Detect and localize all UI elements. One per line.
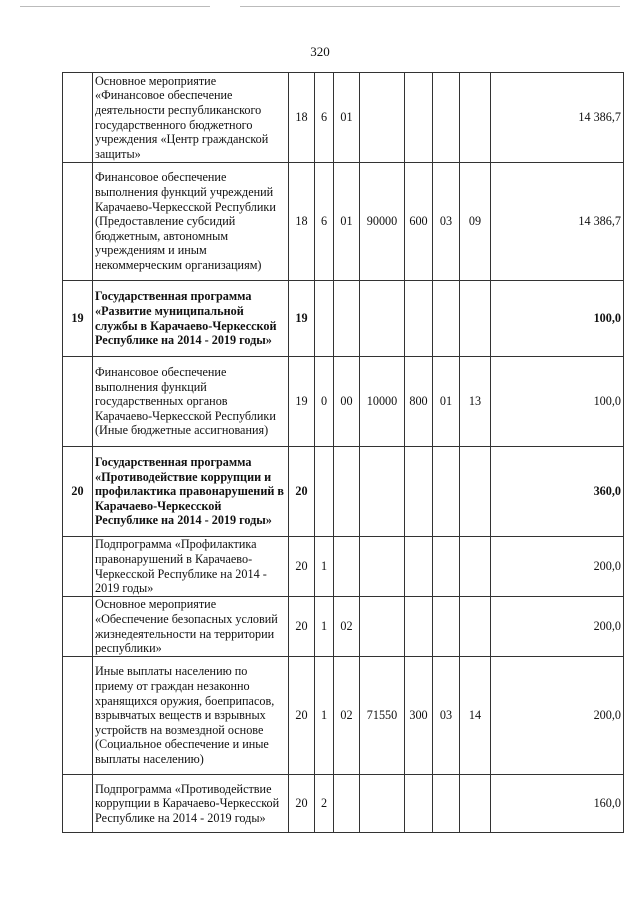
program-code: 20 <box>289 597 315 657</box>
row-number <box>63 657 93 775</box>
activity-code <box>334 281 360 357</box>
expense-type-code: 300 <box>405 657 433 775</box>
program-code: 18 <box>289 73 315 163</box>
scan-artifact-line <box>20 6 210 7</box>
row-description: Государственная программа «Развитие муниципальной службы в Карачаево-Черкесской Республике на 2014 - 2019 годы» <box>93 281 289 357</box>
program-code: 20 <box>289 775 315 833</box>
row-number <box>63 537 93 597</box>
section-code: 01 <box>433 357 460 447</box>
subsection-code <box>460 537 491 597</box>
subsection-code <box>460 73 491 163</box>
direction-code <box>360 775 405 833</box>
activity-code: 02 <box>334 657 360 775</box>
row-description: Финансовое обеспечение выполнения функций государственных органов Карачаево-Черкесской Республики (Иные бюджетные ассигнования) <box>93 357 289 447</box>
program-code: 20 <box>289 657 315 775</box>
subprogram-code: 6 <box>315 163 334 281</box>
amount: 200,0 <box>491 657 624 775</box>
subsection-code <box>460 775 491 833</box>
expense-type-code: 600 <box>405 163 433 281</box>
row-number <box>63 597 93 657</box>
direction-code <box>360 597 405 657</box>
direction-code: 71550 <box>360 657 405 775</box>
program-code: 20 <box>289 537 315 597</box>
budget-table <box>62 72 624 833</box>
section-code <box>433 447 460 537</box>
page-number: 320 <box>310 44 330 59</box>
subsection-code <box>460 447 491 537</box>
subsection-code <box>460 281 491 357</box>
amount: 100,0 <box>491 281 624 357</box>
amount: 14 386,7 <box>491 73 624 163</box>
row-description: Основное мероприятие «Обеспечение безопасных условий жизнедеятельности на территории республики» <box>93 597 289 657</box>
amount: 360,0 <box>491 447 624 537</box>
table-row <box>63 775 624 833</box>
section-code <box>433 597 460 657</box>
scan-artifact-line <box>240 6 620 7</box>
activity-code: 01 <box>334 163 360 281</box>
program-code: 18 <box>289 163 315 281</box>
subprogram-code: 2 <box>315 775 334 833</box>
subsection-code <box>460 597 491 657</box>
activity-code: 00 <box>334 357 360 447</box>
table-row <box>63 597 624 657</box>
row-description: Основное мероприятие «Финансовое обеспечение деятельности республиканского государственного бюджетного учреждения «Центр гражданской защиты» <box>93 73 289 163</box>
section-code <box>433 73 460 163</box>
direction-code <box>360 447 405 537</box>
row-number <box>63 163 93 281</box>
program-code: 19 <box>289 281 315 357</box>
subprogram-code: 1 <box>315 537 334 597</box>
expense-type-code <box>405 281 433 357</box>
subprogram-code: 1 <box>315 657 334 775</box>
amount: 200,0 <box>491 597 624 657</box>
row-number: 19 <box>63 281 93 357</box>
subsection-code: 14 <box>460 657 491 775</box>
table-row <box>63 73 624 163</box>
direction-code <box>360 73 405 163</box>
direction-code <box>360 281 405 357</box>
activity-code: 02 <box>334 597 360 657</box>
row-number <box>63 775 93 833</box>
subprogram-code: 6 <box>315 73 334 163</box>
row-description: Подпрограмма «Профилактика правонарушений в Карачаево-Черкесской Республике на 2014 - 2019 годы» <box>93 537 289 597</box>
expense-type-code <box>405 597 433 657</box>
table-row <box>63 281 624 357</box>
amount: 200,0 <box>491 537 624 597</box>
subprogram-code <box>315 281 334 357</box>
direction-code: 90000 <box>360 163 405 281</box>
subsection-code: 13 <box>460 357 491 447</box>
activity-code <box>334 537 360 597</box>
row-number <box>63 357 93 447</box>
table-row <box>63 657 624 775</box>
row-description: Иные выплаты населению по приему от граждан незаконно хранящихся оружия, боеприпасов, взрывчатых веществ и взрывных устройств на возмездной основе (Социальное обеспечение и иные выплаты населению) <box>93 657 289 775</box>
table-row <box>63 357 624 447</box>
amount: 14 386,7 <box>491 163 624 281</box>
table-row <box>63 447 624 537</box>
expense-type-code <box>405 447 433 537</box>
program-code: 20 <box>289 447 315 537</box>
section-code <box>433 537 460 597</box>
activity-code <box>334 775 360 833</box>
amount: 100,0 <box>491 357 624 447</box>
activity-code <box>334 447 360 537</box>
section-code <box>433 775 460 833</box>
expense-type-code <box>405 537 433 597</box>
section-code <box>433 281 460 357</box>
row-number: 20 <box>63 447 93 537</box>
expense-type-code <box>405 775 433 833</box>
table-row <box>63 163 624 281</box>
subprogram-code <box>315 447 334 537</box>
table-row <box>63 537 624 597</box>
section-code: 03 <box>433 657 460 775</box>
expense-type-code: 800 <box>405 357 433 447</box>
direction-code <box>360 537 405 597</box>
section-code: 03 <box>433 163 460 281</box>
row-description: Подпрограмма «Противодействие коррупции в Карачаево-Черкесской Республике на 2014 - 2019 годы» <box>93 775 289 833</box>
row-description: Финансовое обеспечение выполнения функций учреждений Карачаево-Черкесской Республики (Предоставление субсидий бюджетным, автономным учреждениям и иным некоммерческим организациям) <box>93 163 289 281</box>
activity-code: 01 <box>334 73 360 163</box>
subsection-code: 09 <box>460 163 491 281</box>
row-number <box>63 73 93 163</box>
expense-type-code <box>405 73 433 163</box>
amount: 160,0 <box>491 775 624 833</box>
direction-code: 10000 <box>360 357 405 447</box>
subprogram-code: 0 <box>315 357 334 447</box>
program-code: 19 <box>289 357 315 447</box>
row-description: Государственная программа «Противодействие коррупции и профилактика правонарушений в Карачаево-Черкесской Республике на 2014 - 2019 годы» <box>93 447 289 537</box>
subprogram-code: 1 <box>315 597 334 657</box>
